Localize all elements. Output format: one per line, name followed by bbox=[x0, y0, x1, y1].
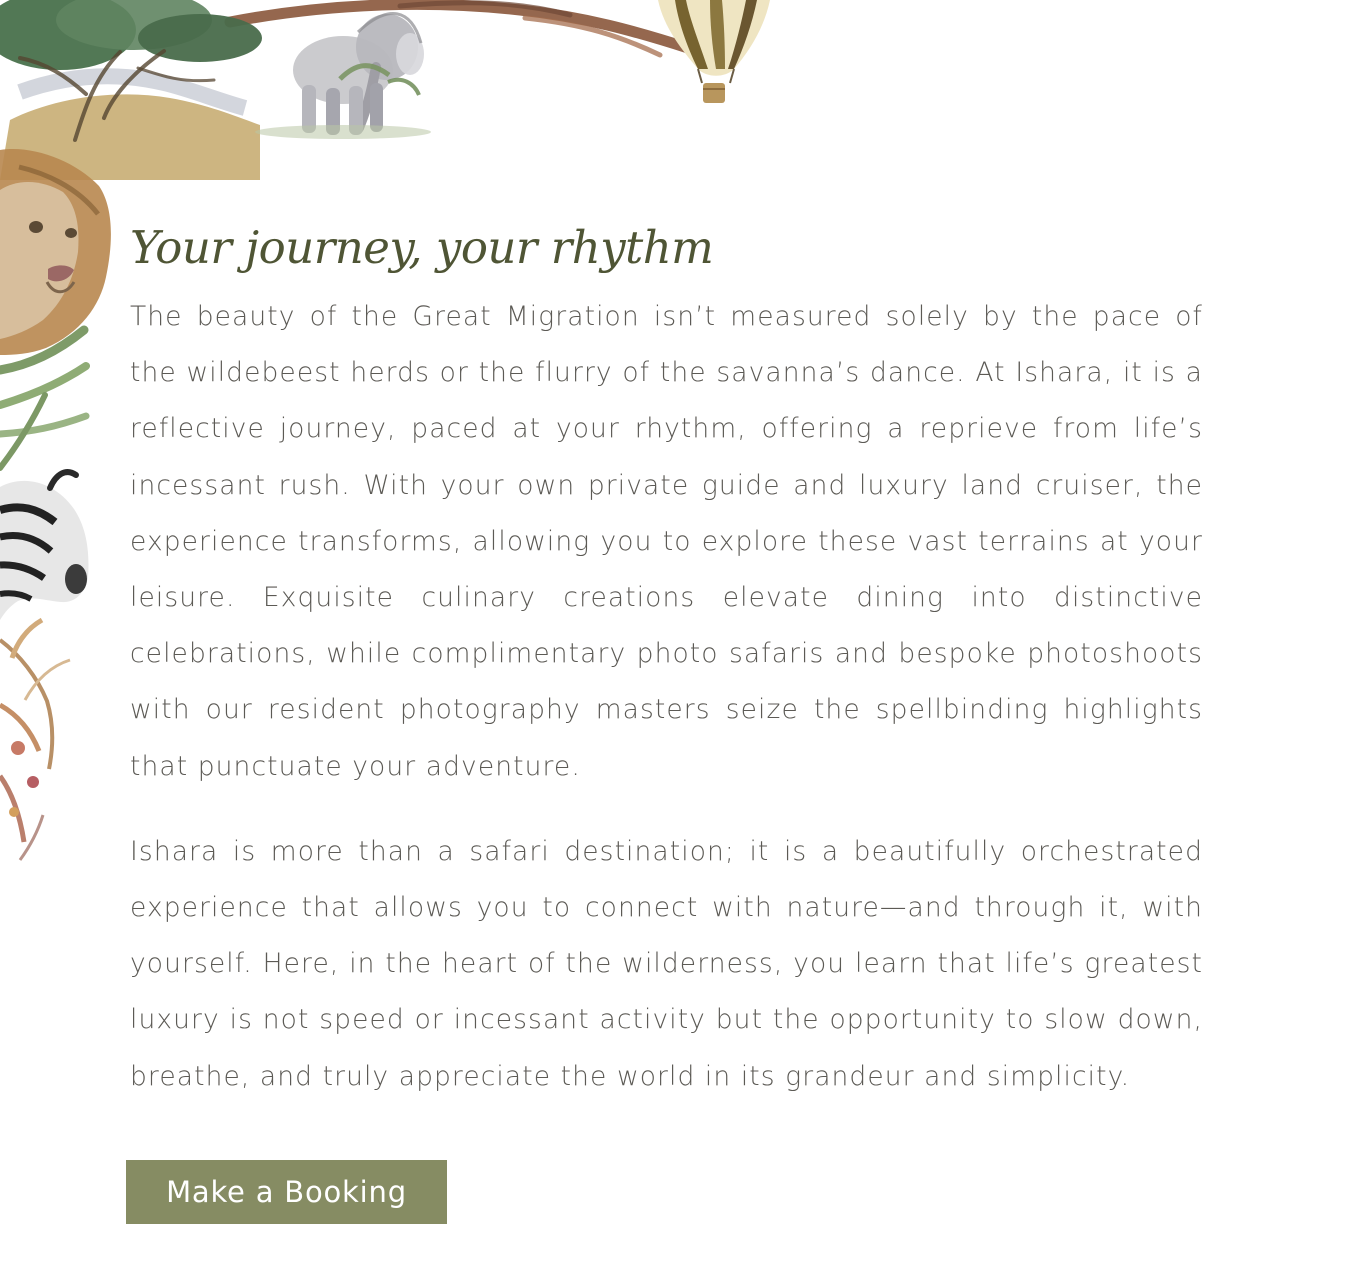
leaves-illustration bbox=[0, 330, 86, 468]
elephant-illustration bbox=[255, 14, 431, 139]
main-content bbox=[130, 218, 1203, 1105]
intro-paragraph: The beauty of the Great Migration isn’t measured solely by the pace of the wildebeest herds or the flurry of the savanna’s dance. At Ishara, it is a reflective journey, paced at your rhythm, offering a reprieve from life’s incessant rush. With your own private guide and luxury land cruiser, the experience transforms, allowing you to explore these vast terrains at your leisure. Exquisite culinary creations elevate dining into distinctive celebrations, while complimentary photo safaris and bespoke photoshoots with our resident photography masters seize the spellbinding highlights that punctuate your adventure. bbox=[130, 301, 1203, 782]
hot-air-balloon-illustration bbox=[658, 0, 770, 103]
make-a-booking-button[interactable]: Make a Booking bbox=[126, 1160, 447, 1224]
branch-illustration bbox=[230, 3, 688, 55]
section-heading: Your journey, your rhythm bbox=[130, 221, 714, 274]
zebra-illustration bbox=[0, 472, 88, 620]
acacia-tree-illustration bbox=[0, 0, 262, 180]
dried-flowers-illustration bbox=[0, 620, 70, 860]
closing-paragraph: Ishara is more than a safari destination; it is a beautifully orchestrated experience that allows you to connect with nature—and through it, with yourself. Here, in the heart of the wilderness, you learn that life’s greatest luxury is not speed or incessant activity but the opportunity to slow down, breathe, and truly appreciate the world in its grandeur and simplicity. bbox=[130, 835, 1203, 1092]
lion-illustration bbox=[0, 149, 111, 355]
